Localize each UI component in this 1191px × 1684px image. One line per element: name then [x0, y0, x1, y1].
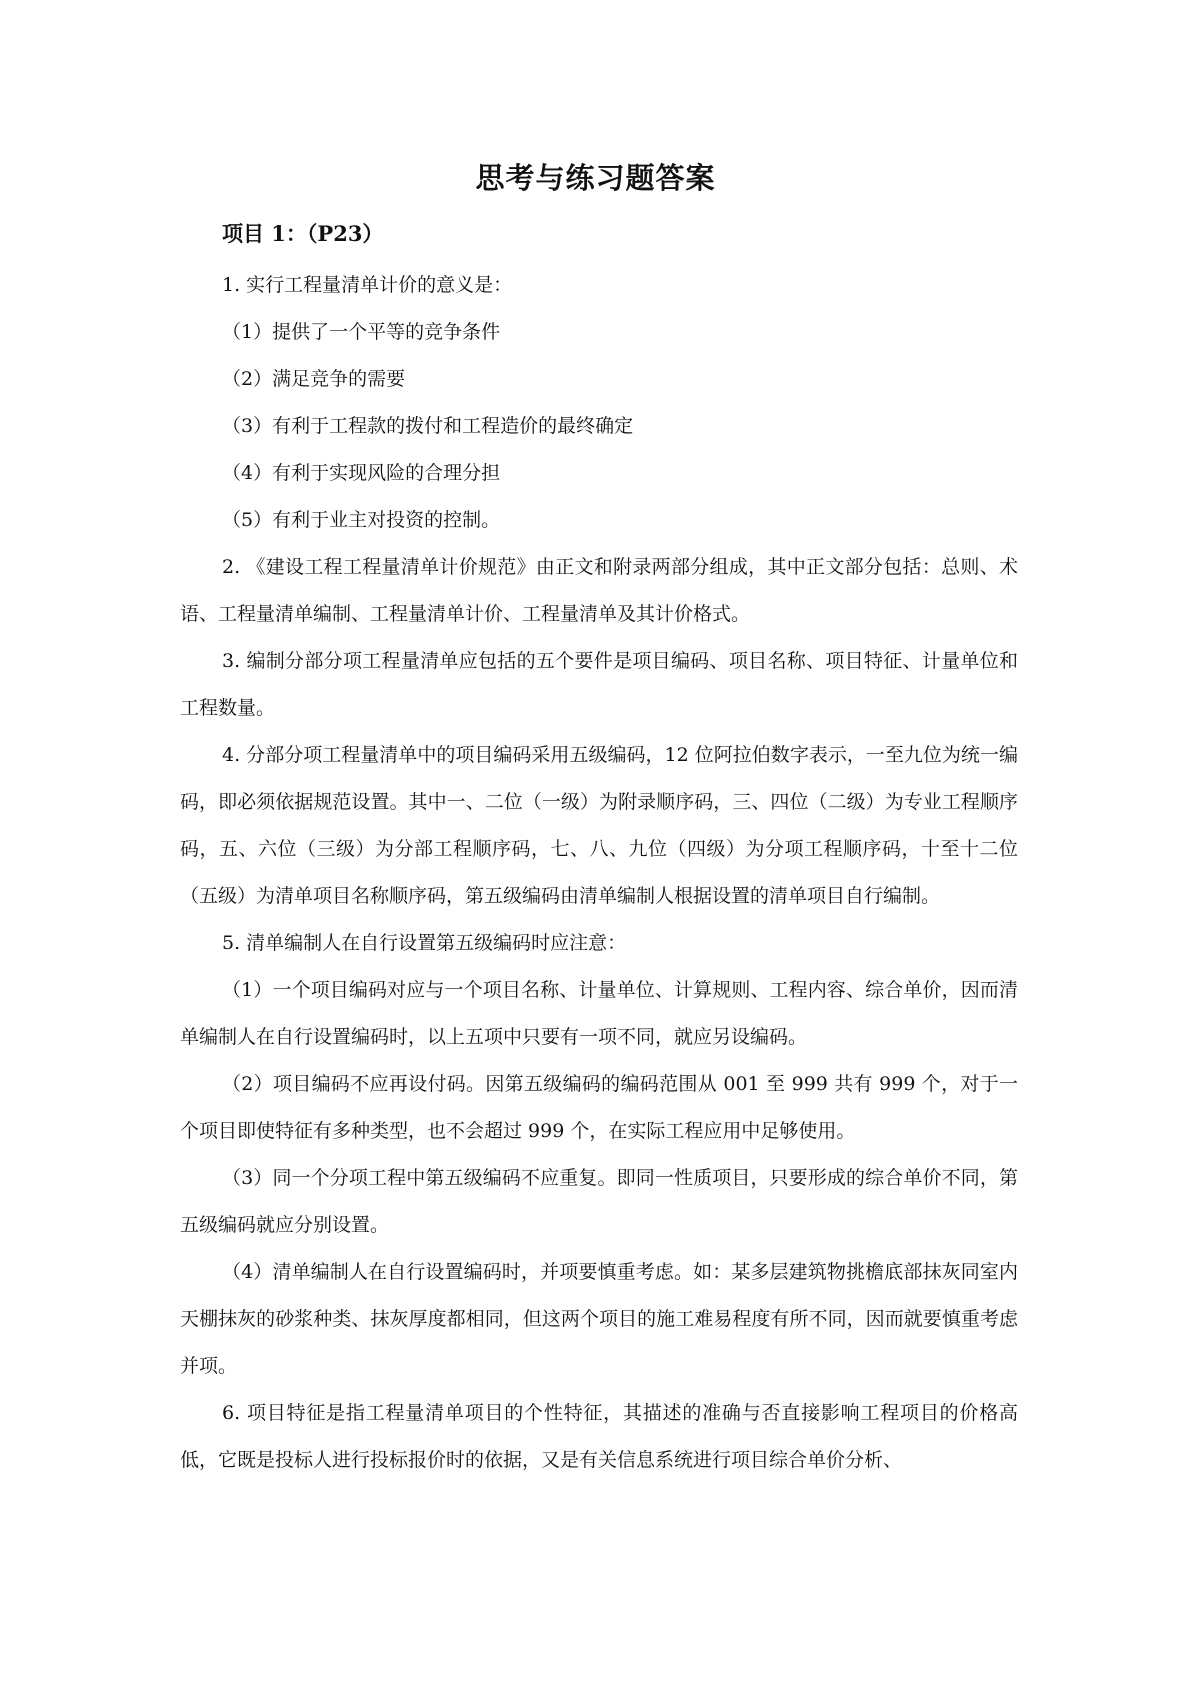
paragraph: （3）有利于工程款的拨付和工程造价的最终确定 — [222, 415, 634, 437]
paragraph: 4. 分部分项工程量清单中的项目编码采用五级编码，12 位阿拉伯数字表示，一至九位为统一编码，即必须依据规范设置。其中一、二位（一级）为附录顺序码，三、四位（二级）为专业工程顺序码，五、六位（三级）为分部工程顺序码，七、八、九位（四级）为分项工程顺序码，十至十二位（五级）为清单项目名称顺序码，第五级编码由清单编制人根据设置的清单项目自行编制。 — [180, 744, 1018, 907]
paragraph: （3）同一个分项工程中第五级编码不应重复。即同一性质项目，只要形成的综合单价不同，第五级编码就应分别设置。 — [180, 1167, 1018, 1236]
document-title: 思考与练习题答案 — [475, 161, 716, 195]
paragraph: （1）一个项目编码对应与一个项目名称、计量单位、计算规则、工程内容、综合单价，因而清单编制人在自行设置编码时，以上五项中只要有一项不同，就应另设编码。 — [180, 979, 1018, 1048]
paragraph: （1）提供了一个平等的竞争条件 — [222, 321, 501, 343]
paragraph: （4）清单编制人在自行设置编码时，并项要慎重考虑。如：某多层建筑物挑檐底部抹灰同室内天棚抹灰的砂浆种类、抹灰厚度都相同，但这两个项目的施工难易程度有所不同，因而就要慎重考虑并项。 — [180, 1261, 1018, 1377]
document-body — [180, 262, 1018, 1484]
paragraph: （5）有利于业主对投资的控制。 — [222, 509, 501, 531]
paragraph: （4）有利于实现风险的合理分担 — [222, 462, 501, 484]
paragraph: 2. 《建设工程工程量清单计价规范》由正文和附录两部分组成，其中正文部分包括：总则、术语、工程量清单编制、工程量清单计价、工程量清单及其计价格式。 — [180, 556, 1018, 625]
paragraph: （2）满足竞争的需要 — [222, 368, 406, 390]
paragraph: 3. 编制分部分项工程量清单应包括的五个要件是项目编码、项目名称、项目特征、计量单位和工程数量。 — [180, 650, 1018, 719]
paragraph: 6. 项目特征是指工程量清单项目的个性特征，其描述的准确与否直接影响工程项目的价格高低，它既是投标人进行投标报价时的依据，又是有关信息系统进行项目综合单价分析、 — [180, 1402, 1018, 1471]
paragraph: 1. 实行工程量清单计价的意义是： — [222, 274, 513, 296]
paragraph: （2）项目编码不应再设付码。因第五级编码的编码范围从 001 至 999 共有 999 个，对于一个项目即使特征有多种类型，也不会超过 999 个，在实际工程应用中足够使用。 — [180, 1073, 1018, 1142]
paragraph: 5. 清单编制人在自行设置第五级编码时应注意： — [222, 932, 627, 954]
section-heading: 项目 1：（P23） — [222, 221, 384, 246]
